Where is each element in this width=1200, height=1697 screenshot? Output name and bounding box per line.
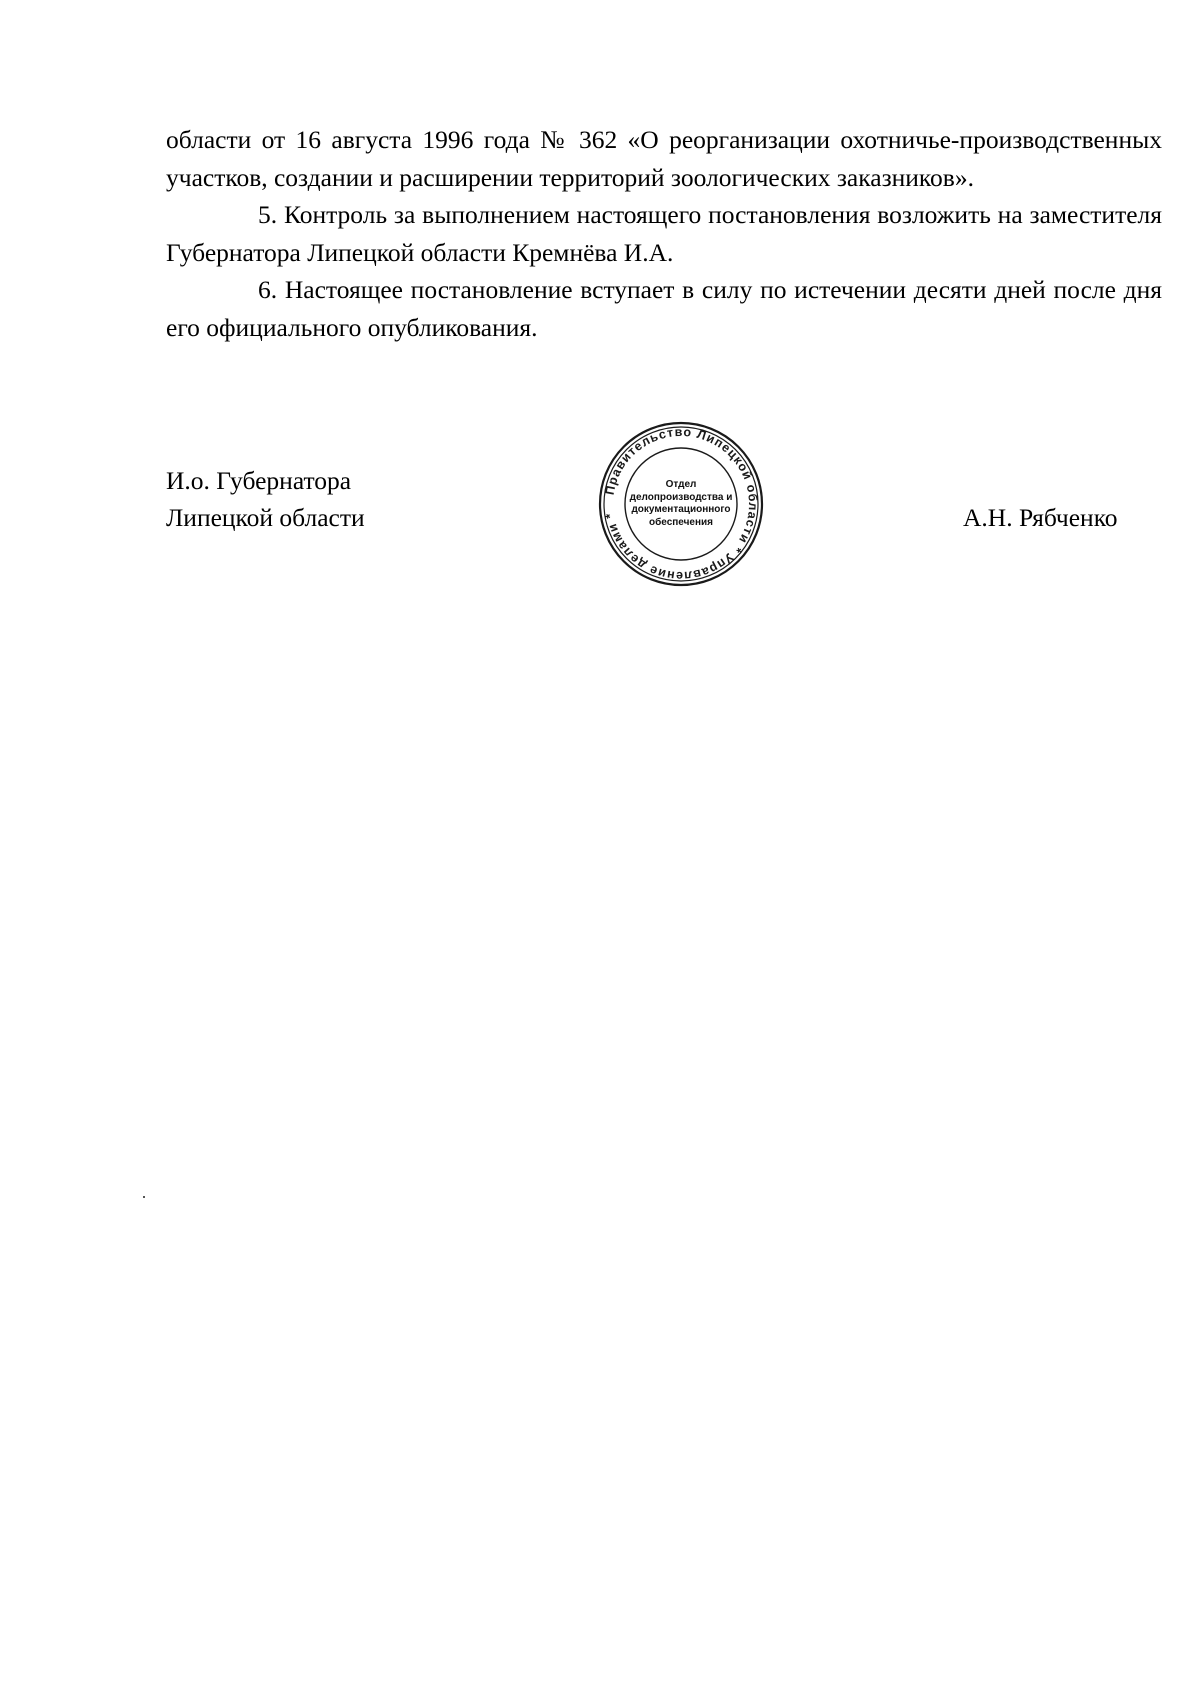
signatory-position-line-2: Липецкой области — [166, 503, 365, 532]
scan-speck — [143, 1196, 145, 1198]
signatory-name: А.Н. Рябченко — [963, 503, 1118, 532]
paragraph-item-6: 6. Настоящее постановление вступает в силу по истечении десяти дней после дня его официального опубликования. — [166, 275, 1162, 342]
official-stamp — [597, 420, 765, 588]
signatory-position — [166, 462, 365, 536]
paragraph-continuation: области от 16 августа 1996 года № 362 «О реорганизации охотничье-производственных участков, создании и расширении территорий зоологических заказников». — [166, 125, 1162, 192]
stamp-center-line-3: документационного — [631, 504, 731, 515]
stamp-ring-text: Правительство Липецкой области * Управление делами * — [602, 424, 761, 584]
paragraph-item-5: 5. Контроль за выполнением настоящего постановления возложить на заместителя Губернатора Липецкой области Кремнёва И.А. — [166, 200, 1162, 267]
stamp-center-line-4: обеспечения — [648, 516, 714, 528]
signatory-position-line-1: И.о. Губернатора — [166, 466, 352, 495]
stamp-center — [597, 420, 765, 588]
stamp-center-line-1: Отдел — [665, 479, 697, 490]
stamp-center-line-2: делопроизводства и — [629, 491, 733, 503]
document-body — [166, 121, 1162, 346]
